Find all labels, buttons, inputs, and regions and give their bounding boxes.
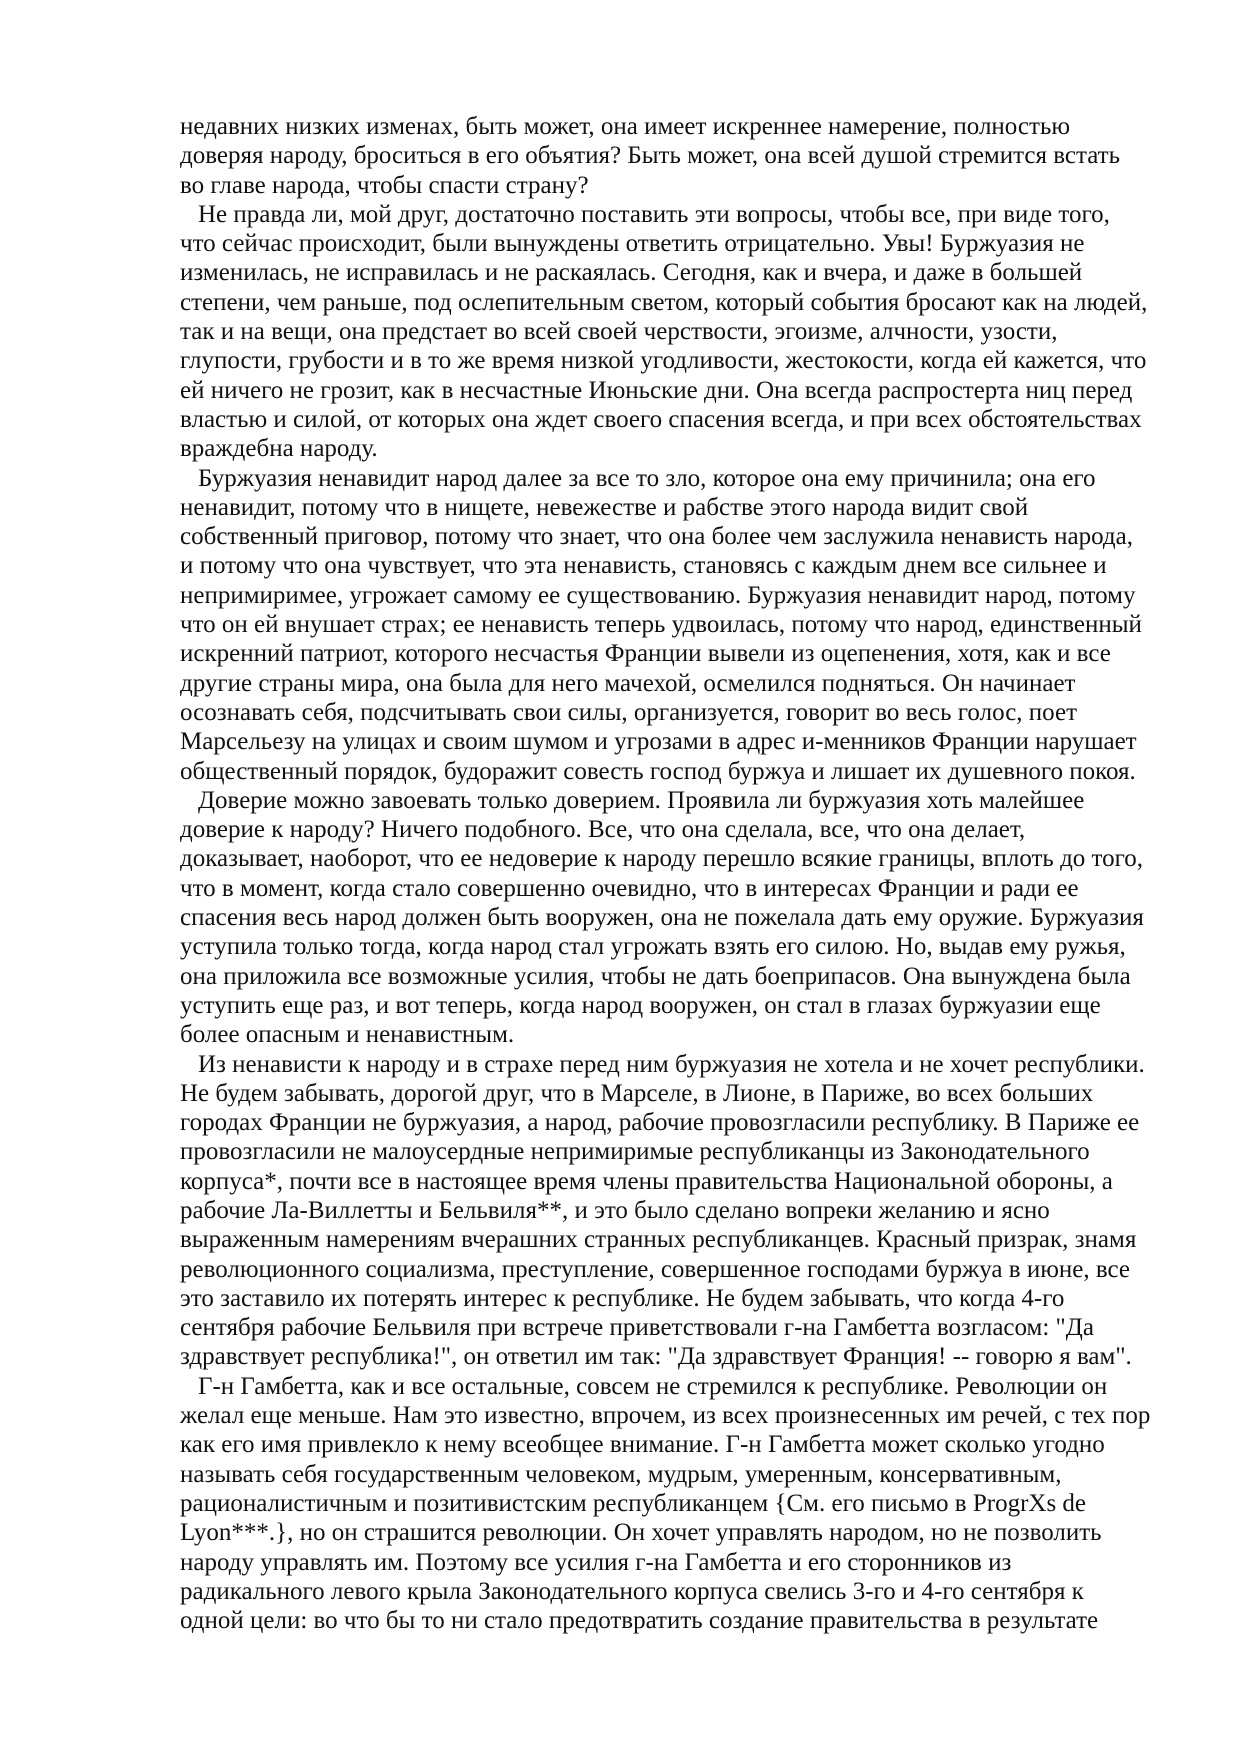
document-page [180,112,1155,1635]
paragraph-2: Не правда ли, мой друг, достаточно поставить эти вопросы, чтобы все, при виде того, что сейчас происходит, были вынуждены ответить отрицательно. Увы! Буржуазия не изменилась, не исправилась и не раскаялась. Сегодня, как и вчера, и даже в большей степени, чем раньше, под ослепительным светом, который события бросают как на людей, так и на вещи, она предстает во всей своей черствости, эгоизме, алчности, узости, глупости, грубости и в то же время низкой угодливости, жестокости, когда ей кажется, что ей ничего не грозит, как в несчастные Июньские дни. Она всегда распростерта ниц перед властью и силой, от которых она ждет своего спасения всегда, и при всех обстоятельствах враждебна народу. [180,200,1148,463]
paragraph-4: Доверие можно завоевать только доверием. Проявила ли буржуазия хоть малейшее доверие к народу? Ничего подобного. Все, что она сделала, все, что она делает, доказывает, наоборот, что ее недоверие к народу перешло всякие границы, вплоть до того, что в момент, когда стало совершенно очевидно, что в интересах Франции и ради ее спасения весь народ должен быть вооружен, она не пожелала дать ему оружие. Буржуазия уступила только тогда, когда народ стал угрожать взять его силою. Но, выдав ему ружья, она приложила все возможные усилия, чтобы не дать боеприпасов. Она вынуждена была уступить еще раз, и вот теперь, когда народ вооружен, он стал в глазах буржуазии еще более опасным и ненавистным. [180,786,1144,1049]
paragraph-6: Г-н Гамбетта, как и все остальные, совсем не стремился к республике. Революции он желал еще меньше. Нам это известно, впрочем, из всех произнесенных им речей, с тех пор как его имя привлекло к нему всеобщее внимание. Г-н Гамбетта может сколько угодно называть себя государственным человеком, мудрым, умеренным, консервативным, рационалистичным и позитивистским республиканцем {См. его письмо в ProgrXs de Lyon***.}, но он страшится революции. Он хочет управлять народом, но не позволить народу управлять им. Поэтому все усилия г-на Гамбетта и его сторонников из радикального левого крыла Законодательного корпуса свелись 3-го и 4-го сентября к одной цели: во что бы то ни стало предотвратить создание правительства в результате [180,1372,1151,1635]
paragraph-3: Буржуазия ненавидит народ далее за все то зло, которое она ему причинила; она его ненавидит, потому что в нищете, невежестве и рабстве этого народа видит свой собственный приговор, потому что знает, что она более чем заслужила ненависть народа, и потому что она чувствует, что эта ненависть, становясь с каждым днем все сильнее и непримиримее, угрожает самому ее существованию. Буржуазия ненавидит народ, потому что он ей внушает страх; ее ненависть теперь удвоилась, потому что народ, единственный искренний патриот, которого несчастья Франции вывели из оцепенения, хотя, как и все другие страны мира, она была для него мачехой, осмелился подняться. Он начинает осознавать себя, подсчитывать свои силы, организуется, говорит во весь голос, поет Марсельезу на улицах и своим шумом и угрозами в адрес и-менников Франции нарушает общественный порядок, будоражит совесть господ буржуа и лишает их душевного покоя. [180,464,1142,785]
paragraph-1: недавних низких изменах, быть может, она имеет искреннее намерение, полностью доверяя народу, броситься в его объятия? Быть может, она всей душой стремится встать во главе народа, чтобы спасти страну? [180,113,1120,199]
paragraph-5: Из ненависти к народу и в страхе перед ним буржуазия не хотела и не хочет республики. Не будем забывать, дорогой друг, что в Марселе, в Лионе, в Париже, во всех больших городах Франции не буржуазия, а народ, рабочие провозгласили республику. В Париже ее провозгласили не малоусердные непримиримые республиканцы из Законодательного корпуса*, почти все в настоящее время члены правительства Национальной обороны, а рабочие Ла-Виллетты и Бельвиля**, и это было сделано вопреки желанию и ясно выраженным намерениям вчерашних странных республиканцев. Красный призрак, знамя революционного социализма, преступление, совершенное господами буржуа в июне, все это заставило их потерять интерес к республике. Не будем забывать, что когда 4-го сентября рабочие Бельвиля при встрече приветствовали г-на Гамбетта возгласом: "Да здравствует республика!", он ответил им так: "Да здравствует Франция! -- говорю я вам". [180,1050,1145,1371]
